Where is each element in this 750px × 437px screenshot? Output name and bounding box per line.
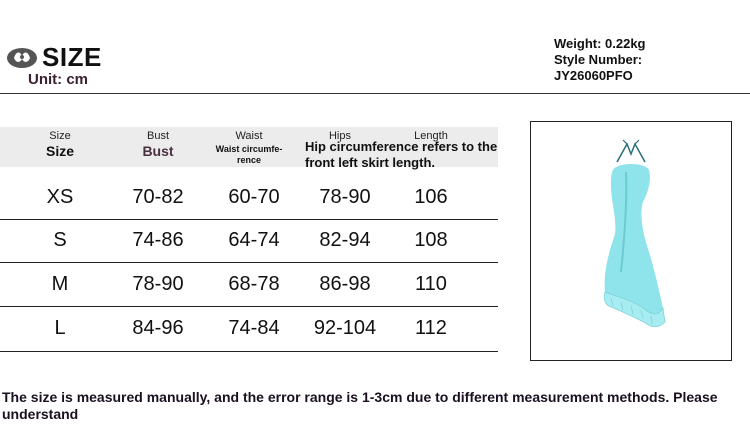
cell-waist: 68-78 <box>228 273 280 295</box>
header-bust-small: Bust <box>146 130 169 142</box>
cell-length: 106 <box>414 186 448 208</box>
header-divider <box>0 93 750 94</box>
row-divider <box>0 351 498 352</box>
header-bust <box>118 130 198 158</box>
cell-length: 108 <box>414 229 448 251</box>
cell-waist: 74-84 <box>228 317 280 339</box>
cell-size: XS <box>46 186 74 208</box>
header-waist <box>205 130 293 166</box>
header-waist-small: Waist <box>235 130 263 142</box>
header-hips-small: Hips <box>328 130 351 142</box>
header-waist-detail: Waist circumfe-rence <box>215 144 283 165</box>
cell-hips: 82-94 <box>319 229 371 251</box>
table-row <box>0 263 498 306</box>
cell-size: L <box>54 317 66 339</box>
cell-size: M <box>51 273 69 295</box>
weight-label: Weight: 0.22kg <box>554 36 646 51</box>
table-row <box>0 176 498 219</box>
header-bust-big: Bust <box>142 143 174 159</box>
size-logo-icon <box>6 44 38 70</box>
cell-size: S <box>53 229 67 251</box>
cell-bust: 78-90 <box>132 273 184 295</box>
measurement-note: The size is measured manually, and the error range is 1-3cm due to different measurement methods. Please understand <box>2 389 718 422</box>
table-row <box>0 219 498 262</box>
cell-hips: 92-104 <box>313 317 377 339</box>
header-size-big: Size <box>45 143 74 159</box>
hips-tooltip: Hip circumference refers to the front left skirt length. <box>305 139 498 170</box>
header-size <box>20 130 100 158</box>
page-title: SIZE <box>42 42 102 72</box>
header-size-small: Size <box>49 130 71 142</box>
cell-hips: 86-98 <box>319 273 371 295</box>
cell-hips: 78-90 <box>319 186 371 208</box>
cell-bust: 74-86 <box>132 229 184 251</box>
style-number-label: Style Number: <box>554 52 643 67</box>
unit-label: Unit: cm <box>28 71 88 88</box>
header-length-small: Length <box>414 130 448 142</box>
dress-illustration <box>531 122 731 360</box>
cell-length: 112 <box>415 317 447 339</box>
cell-waist: 60-70 <box>228 186 280 208</box>
product-image <box>530 121 732 361</box>
product-spec <box>554 36 704 84</box>
style-number-value: JY26060PFO <box>554 68 633 83</box>
cell-bust: 84-96 <box>132 317 184 339</box>
cell-waist: 64-74 <box>228 229 280 251</box>
cell-length: 110 <box>415 273 447 295</box>
cell-bust: 70-82 <box>132 186 184 208</box>
table-row <box>0 307 498 350</box>
